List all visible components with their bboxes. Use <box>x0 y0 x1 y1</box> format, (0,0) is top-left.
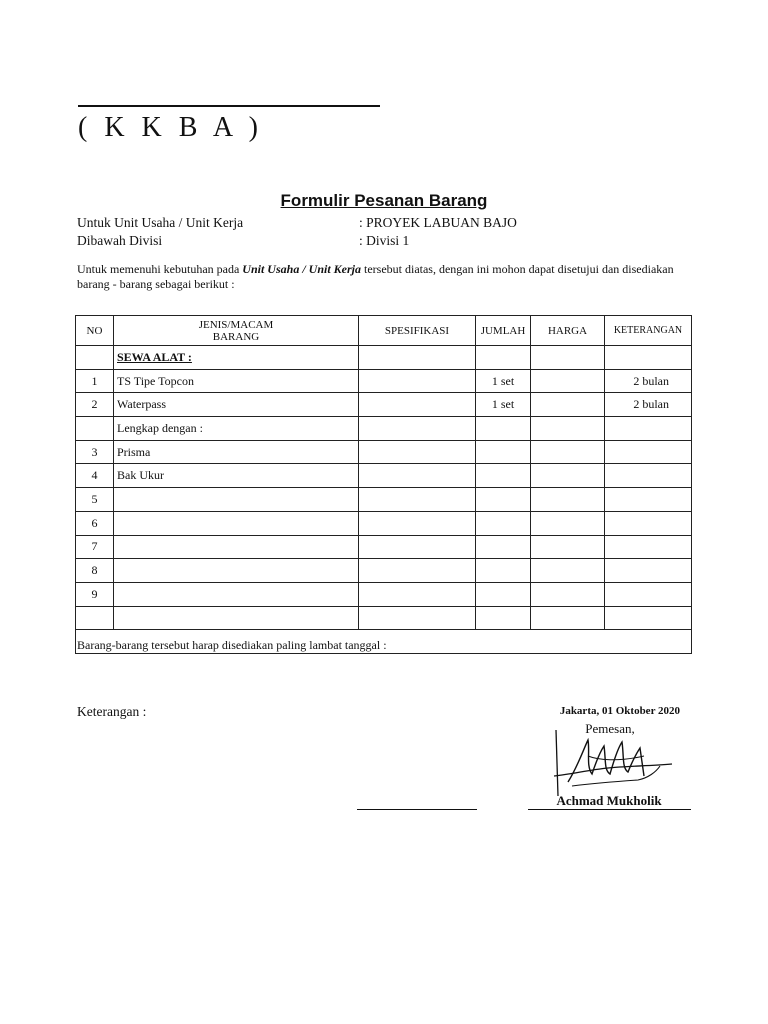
cell-harga <box>531 606 605 630</box>
cell-harga <box>531 511 605 535</box>
cell-harga <box>531 346 605 370</box>
cell-no: 6 <box>76 511 114 535</box>
cell-ket <box>605 535 692 559</box>
divisi-value: : Divisi 1 <box>359 233 410 248</box>
cell-item <box>114 511 359 535</box>
signature-line-right <box>528 809 691 810</box>
table-row <box>76 346 692 370</box>
cell-ket <box>605 582 692 606</box>
cell-harga <box>531 464 605 488</box>
cell-ket <box>605 346 692 370</box>
section-sewa-alat: SEWA ALAT : <box>117 349 192 364</box>
cell-no <box>76 417 114 441</box>
table-row <box>76 464 692 488</box>
cell-ket <box>605 464 692 488</box>
cell-jumlah: 1 set <box>476 393 531 417</box>
cell-harga <box>531 393 605 417</box>
table-row <box>76 606 692 630</box>
cell-item <box>114 346 359 370</box>
table-row <box>76 369 692 393</box>
cell-spek <box>359 511 476 535</box>
cell-jumlah <box>476 582 531 606</box>
header-spesifikasi: SPESIFIKASI <box>359 316 476 346</box>
cell-no: 8 <box>76 559 114 583</box>
keterangan-label: Keterangan : <box>77 704 147 719</box>
cell-ket <box>605 417 692 441</box>
header-jenis <box>114 316 359 346</box>
cell-item <box>114 559 359 583</box>
signing-date: Jakarta, 01 Oktober 2020 <box>559 705 680 717</box>
cell-item: Prisma <box>114 440 359 464</box>
cell-no: 3 <box>76 440 114 464</box>
organization-title: ( K K B A ) <box>78 112 263 143</box>
cell-harga <box>531 559 605 583</box>
cell-item: Bak Ukur <box>114 464 359 488</box>
cell-jumlah: 1 set <box>476 369 531 393</box>
header-no: NO <box>76 316 114 346</box>
cell-spek <box>359 346 476 370</box>
cell-ket: 2 bulan <box>605 393 692 417</box>
table-row <box>76 535 692 559</box>
cell-no: 1 <box>76 369 114 393</box>
header-jenis-line1: JENIS/MACAM <box>198 318 274 331</box>
cell-jumlah <box>476 417 531 441</box>
cell-spek <box>359 440 476 464</box>
cell-item: Waterpass <box>114 393 359 417</box>
cell-no <box>76 606 114 630</box>
table-row <box>76 511 692 535</box>
cell-spek <box>359 417 476 441</box>
cell-ket <box>605 606 692 630</box>
cell-item <box>114 535 359 559</box>
cell-harga <box>531 440 605 464</box>
cell-jumlah <box>476 346 531 370</box>
cell-jumlah <box>476 488 531 512</box>
intro-paragraph <box>77 262 692 292</box>
unit-value: : PROYEK LABUAN BAJO <box>359 215 517 230</box>
cell-spek <box>359 606 476 630</box>
table-footer-row <box>76 630 692 654</box>
header-jumlah: JUMLAH <box>476 316 531 346</box>
cell-no: 4 <box>76 464 114 488</box>
header-line <box>78 105 380 107</box>
header-keterangan: KETERANGAN <box>605 316 692 346</box>
header-jenis-line2: BARANG <box>212 330 260 343</box>
cell-item <box>114 488 359 512</box>
table-row <box>76 582 692 606</box>
table-row <box>76 440 692 464</box>
signature-line-left <box>357 809 477 810</box>
cell-harga <box>531 535 605 559</box>
cell-jumlah <box>476 559 531 583</box>
header-harga: HARGA <box>531 316 605 346</box>
intro-text-start: Untuk memenuhi kebutuhan pada <box>77 262 243 276</box>
form-title: Formulir Pesanan Barang <box>280 191 488 210</box>
cell-ket <box>605 440 692 464</box>
cell-harga <box>531 488 605 512</box>
cell-spek <box>359 559 476 583</box>
cell-no: 2 <box>76 393 114 417</box>
cell-spek <box>359 488 476 512</box>
cell-spek <box>359 582 476 606</box>
cell-ket: 2 bulan <box>605 369 692 393</box>
cell-jumlah <box>476 535 531 559</box>
signer-role: Pemesan, <box>585 721 635 736</box>
cell-no: 5 <box>76 488 114 512</box>
cell-no: 7 <box>76 535 114 559</box>
cell-jumlah <box>476 606 531 630</box>
cell-harga <box>531 369 605 393</box>
cell-item <box>114 606 359 630</box>
cell-no <box>76 346 114 370</box>
divisi-label: Dibawah Divisi <box>77 233 163 248</box>
order-table <box>75 315 692 654</box>
cell-jumlah <box>476 464 531 488</box>
table-row <box>76 417 692 441</box>
cell-spek <box>359 393 476 417</box>
cell-spek <box>359 535 476 559</box>
signer-name: Achmad Mukholik <box>556 793 662 808</box>
cell-item: Lengkap dengan : <box>114 417 359 441</box>
cell-item <box>114 582 359 606</box>
cell-ket <box>605 511 692 535</box>
cell-jumlah <box>476 440 531 464</box>
cell-jumlah <box>476 511 531 535</box>
cell-item: TS Tipe Topcon <box>114 369 359 393</box>
table-row <box>76 393 692 417</box>
cell-harga <box>531 582 605 606</box>
cell-ket <box>605 488 692 512</box>
unit-label: Untuk Unit Usaha / Unit Kerja <box>77 215 244 230</box>
deadline-note: Barang-barang tersebut harap disediakan paling lambat tanggal : <box>76 630 692 654</box>
cell-ket <box>605 559 692 583</box>
cell-no: 9 <box>76 582 114 606</box>
table-row <box>76 559 692 583</box>
intro-emphasis: Unit Usaha / Unit Kerja <box>242 262 361 276</box>
cell-spek <box>359 464 476 488</box>
cell-spek <box>359 369 476 393</box>
cell-harga <box>531 417 605 441</box>
table-header-row <box>76 316 692 346</box>
table-row <box>76 488 692 512</box>
intro-text-end: tersebut diatas, dengan ini mohon dapat disetujui dan disediakan barang - barang sebagai berikut : <box>77 262 674 291</box>
